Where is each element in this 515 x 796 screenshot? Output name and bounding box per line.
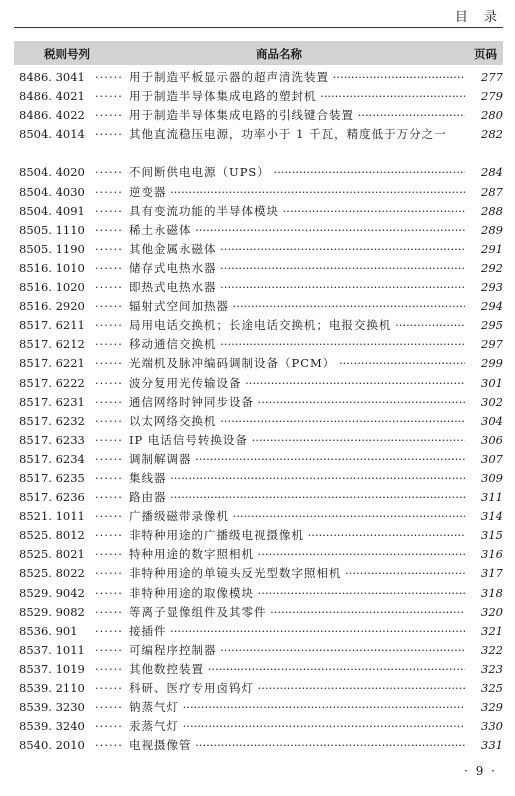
tariff-code: 8517. 6211 <box>19 318 85 333</box>
toc-entry[interactable] <box>14 660 503 679</box>
tariff-code: 8536. 901 <box>19 623 78 638</box>
page-ref[interactable]: 306 <box>481 432 503 447</box>
page-ref[interactable]: 294 <box>481 299 503 314</box>
tariff-code: 8517. 6232 <box>19 413 85 428</box>
tariff-code: 8505. 1190 <box>19 241 85 256</box>
page-ref[interactable]: 321 <box>481 623 503 638</box>
header-divider <box>14 27 503 28</box>
tariff-code: 8504. 4014 <box>19 127 85 142</box>
page-ref[interactable]: 329 <box>481 700 503 715</box>
toc-entry[interactable] <box>14 297 503 316</box>
product-name: 调制解调器 ····· <box>129 450 465 469</box>
leader-dots: ······ <box>95 222 123 237</box>
product-name: 具有变流功能的半导体模块 ····· <box>129 202 465 221</box>
tariff-code: 8525. 8022 <box>19 566 85 581</box>
leader-dots: ······ <box>95 394 123 409</box>
product-name: 用于制造平板显示器的超声清洗装置 ····· <box>129 68 465 87</box>
leader-dots: ······ <box>95 642 123 657</box>
page-ref[interactable]: 330 <box>481 719 503 734</box>
page-ref[interactable]: 316 <box>481 547 503 562</box>
product-name: IP 电话信号转换设备 ····· <box>129 431 465 450</box>
toc-entry[interactable] <box>14 68 503 87</box>
toc-entry[interactable] <box>14 259 503 278</box>
toc-entry[interactable] <box>14 679 503 698</box>
product-name: 用于制造半导体集成电路的塑封机 ····· <box>129 87 465 106</box>
tariff-code: 8525. 8021 <box>19 547 85 562</box>
page-ref[interactable]: 301 <box>481 375 503 390</box>
leader-dots: ······ <box>95 375 123 390</box>
product-name: 移动通信交换机 ····· <box>129 335 465 354</box>
product-name: 稀土永磁体 ····· <box>129 221 465 240</box>
product-name: 科研、医疗专用卤钨灯 ····· <box>129 679 465 698</box>
leader-dots: ······ <box>95 127 123 142</box>
page-ref[interactable]: 289 <box>481 222 503 237</box>
toc-entry[interactable] <box>14 163 503 182</box>
page-ref[interactable]: 322 <box>481 642 503 657</box>
product-name: 局用电话交换机；长途电话交换机；电报交换机 ····· <box>129 316 465 335</box>
toc-list <box>14 68 503 755</box>
product-name: 其他直流稳压电源，功率小于 1 千瓦，精度低于万分之一 <box>129 127 447 142</box>
leader-dots: ······ <box>95 661 123 676</box>
product-name: 广播级磁带录像机 ····· <box>129 507 465 526</box>
toc-entry[interactable] <box>14 183 503 202</box>
product-name: 非特种用途的广播级电视摄像机 ····· <box>129 526 465 545</box>
tariff-code: 8525. 8012 <box>19 528 85 543</box>
leader-dots: ······ <box>95 89 123 104</box>
page-ref[interactable]: 292 <box>481 260 503 275</box>
tariff-code: 8537. 1019 <box>19 661 85 676</box>
page-ref[interactable]: 304 <box>481 413 503 428</box>
tariff-code: 8516. 1010 <box>19 260 85 275</box>
product-name: 特种用途的数字照相机 ····· <box>129 545 465 564</box>
tariff-code: 8516. 2920 <box>19 299 85 314</box>
section-title: 目 录 <box>454 10 503 25</box>
page-ref[interactable]: 331 <box>481 738 503 753</box>
leader-dots: ······ <box>95 604 123 619</box>
tariff-code: 8486. 4021 <box>19 89 85 104</box>
tariff-code: 8517. 6233 <box>19 432 85 447</box>
toc-entry[interactable] <box>14 412 503 431</box>
page-ref[interactable]: 302 <box>481 394 503 409</box>
leader-dots: ······ <box>95 318 123 333</box>
page-ref[interactable]: 291 <box>481 241 503 256</box>
tariff-code: 8504. 4020 <box>19 165 85 180</box>
tariff-code: 8539. 3230 <box>19 700 85 715</box>
product-name: 即热式电热水器 ····· <box>129 278 465 297</box>
tariff-code: 8516. 1020 <box>19 280 85 295</box>
toc-entry[interactable] <box>14 202 503 221</box>
tariff-code: 8517. 6212 <box>19 337 85 352</box>
toc-entry[interactable] <box>14 584 503 603</box>
leader-dots: ······ <box>95 451 123 466</box>
toc-entry[interactable] <box>14 450 503 469</box>
product-name: 通信网络时钟同步设备 ····· <box>129 393 465 412</box>
leader-dots: ······ <box>95 337 123 352</box>
leader-dots: ······ <box>95 547 123 562</box>
toc-entry[interactable] <box>14 526 503 545</box>
tariff-code: 8517. 6231 <box>19 394 85 409</box>
toc-entry[interactable] <box>14 393 503 412</box>
page-ref[interactable]: 293 <box>481 280 503 295</box>
leader-dots: ······ <box>95 241 123 256</box>
product-name: 其他数控装置 ····· <box>129 660 465 679</box>
tariff-code: 8517. 6221 <box>19 356 85 371</box>
toc-entry[interactable] <box>14 641 503 660</box>
tariff-code: 8537. 1011 <box>19 642 85 657</box>
tariff-code: 8505. 1110 <box>19 222 85 237</box>
page-ref[interactable]: 323 <box>481 661 503 676</box>
leader-dots: ······ <box>95 413 123 428</box>
product-name: 储存式电热水器 ····· <box>129 259 465 278</box>
page-ref[interactable]: 309 <box>481 470 503 485</box>
leader-dots: ······ <box>95 585 123 600</box>
toc-entry[interactable] <box>14 698 503 717</box>
leader-dots: ······ <box>95 432 123 447</box>
page-ref[interactable]: 279 <box>481 89 503 104</box>
column-header-bar <box>14 41 503 65</box>
toc-entry[interactable] <box>14 736 503 755</box>
page-ref[interactable]: 277 <box>481 70 503 84</box>
toc-entry[interactable] <box>14 507 503 526</box>
page-ref[interactable]: 317 <box>481 566 503 581</box>
toc-entry[interactable] <box>14 87 503 106</box>
page-ref[interactable]: 284 <box>481 165 503 180</box>
page-ref[interactable]: 315 <box>481 528 503 543</box>
toc-entry[interactable] <box>14 354 503 373</box>
product-name: 用于制造半导体集成电路的引线键合装置 ····· <box>129 106 465 125</box>
page-ref[interactable]: 320 <box>481 604 503 619</box>
leader-dots: ······ <box>95 280 123 295</box>
tariff-code: 8486. 4022 <box>19 108 85 123</box>
product-name: 路由器 ····· <box>129 488 465 507</box>
page-number: · 9 · <box>464 764 497 778</box>
toc-entry[interactable] <box>14 374 503 393</box>
tariff-code: 8529. 9042 <box>19 585 85 600</box>
tariff-code: 8504. 4030 <box>19 184 85 199</box>
tariff-code: 8504. 4091 <box>19 203 85 218</box>
leader-dots: ······ <box>95 681 123 695</box>
toc-entry[interactable] <box>14 603 503 622</box>
page-ref[interactable]: 299 <box>481 356 503 371</box>
page-ref[interactable]: 288 <box>481 203 503 218</box>
tariff-code: 8529. 9082 <box>19 604 85 619</box>
page-ref[interactable]: 295 <box>481 318 503 333</box>
product-name: 接插件 ····· <box>129 622 465 641</box>
tariff-code: 8517. 6234 <box>19 451 85 466</box>
tariff-code: 8521. 1011 <box>19 509 85 524</box>
tariff-code: 8540. 2010 <box>19 738 85 753</box>
leader-dots: ······ <box>95 509 123 524</box>
leader-dots: ······ <box>95 260 123 275</box>
tariff-code: 8539. 2110 <box>19 681 85 695</box>
leader-dots: ······ <box>95 528 123 543</box>
leader-dots: ······ <box>95 70 123 84</box>
toc-entry[interactable] <box>14 488 503 507</box>
leader-dots: ······ <box>95 566 123 581</box>
toc-entry[interactable] <box>14 431 503 450</box>
product-name: 可编程序控制器 ····· <box>129 641 465 660</box>
leader-dots: ······ <box>95 356 123 371</box>
page-ref[interactable]: 307 <box>481 451 503 466</box>
leader-dots: ······ <box>95 470 123 485</box>
toc-entry[interactable] <box>14 469 503 488</box>
leader-dots: ······ <box>95 184 123 199</box>
product-name: 波分复用光传输设备 ····· <box>129 374 465 393</box>
page-ref[interactable]: 297 <box>481 337 503 352</box>
toc-entry[interactable] <box>14 125 503 163</box>
toc-entry[interactable] <box>14 545 503 564</box>
page-ref[interactable]: 280 <box>481 108 503 123</box>
toc-entry[interactable] <box>14 278 503 297</box>
tariff-code: 8517. 6236 <box>19 490 85 505</box>
toc-entry[interactable] <box>14 106 503 125</box>
product-name: 其他金属永磁体 ····· <box>129 240 465 259</box>
product-name: 逆变器 ····· <box>129 183 465 202</box>
tariff-code: 8517. 6222 <box>19 375 85 390</box>
product-name: 钠蒸气灯 ····· <box>129 698 465 717</box>
leader-dots: ······ <box>95 719 123 734</box>
column-header-code: 税则号列 <box>44 47 90 61</box>
toc-entry[interactable] <box>14 221 503 240</box>
leader-dots: ······ <box>95 700 123 715</box>
toc-entry[interactable] <box>14 335 503 354</box>
page-ref[interactable]: 282 <box>481 127 503 142</box>
page-ref[interactable]: 325 <box>481 681 503 695</box>
product-name: 等离子显像组件及其零件 ····· <box>129 603 465 622</box>
product-name: 集线器 ····· <box>129 469 465 488</box>
toc-entry[interactable] <box>14 316 503 335</box>
tariff-code: 8539. 3240 <box>19 719 85 734</box>
toc-entry[interactable] <box>14 564 503 583</box>
product-name: 电视摄像管 ····· <box>129 736 465 755</box>
leader-dots: ······ <box>95 738 123 753</box>
page-ref[interactable]: 318 <box>481 585 503 600</box>
toc-entry[interactable] <box>14 240 503 259</box>
page-ref[interactable]: 311 <box>481 490 503 505</box>
toc-entry[interactable] <box>14 622 503 641</box>
leader-dots: ······ <box>95 165 123 180</box>
toc-entry[interactable] <box>14 717 503 736</box>
product-name: 不间断供电电源（UPS） ····· <box>129 163 465 182</box>
page-ref[interactable]: 314 <box>481 509 503 524</box>
column-header-name: 商品名称 <box>256 47 302 61</box>
product-name: 非特种用途的取像模块 ····· <box>129 584 465 603</box>
product-name: 非特种用途的单镜头反光型数字照相机 ····· <box>129 564 465 583</box>
tariff-code: 8517. 6235 <box>19 470 85 485</box>
leader-dots: ······ <box>95 490 123 505</box>
product-name: 光端机及脉冲编码调制设备（PCM） ····· <box>129 354 465 373</box>
page-ref[interactable]: 287 <box>481 184 503 199</box>
product-name: 辐射式空间加热器 ····· <box>129 297 465 316</box>
tariff-code: 8486. 3041 <box>19 70 85 84</box>
leader-dots: ······ <box>95 299 123 314</box>
product-name: 以太网络交换机 ····· <box>129 412 465 431</box>
product-name: 汞蒸气灯 ····· <box>129 717 465 736</box>
leader-dots: ······ <box>95 203 123 218</box>
leader-dots: ······ <box>95 623 123 638</box>
column-header-page: 页码 <box>474 47 497 61</box>
leader-dots: ······ <box>95 108 123 123</box>
